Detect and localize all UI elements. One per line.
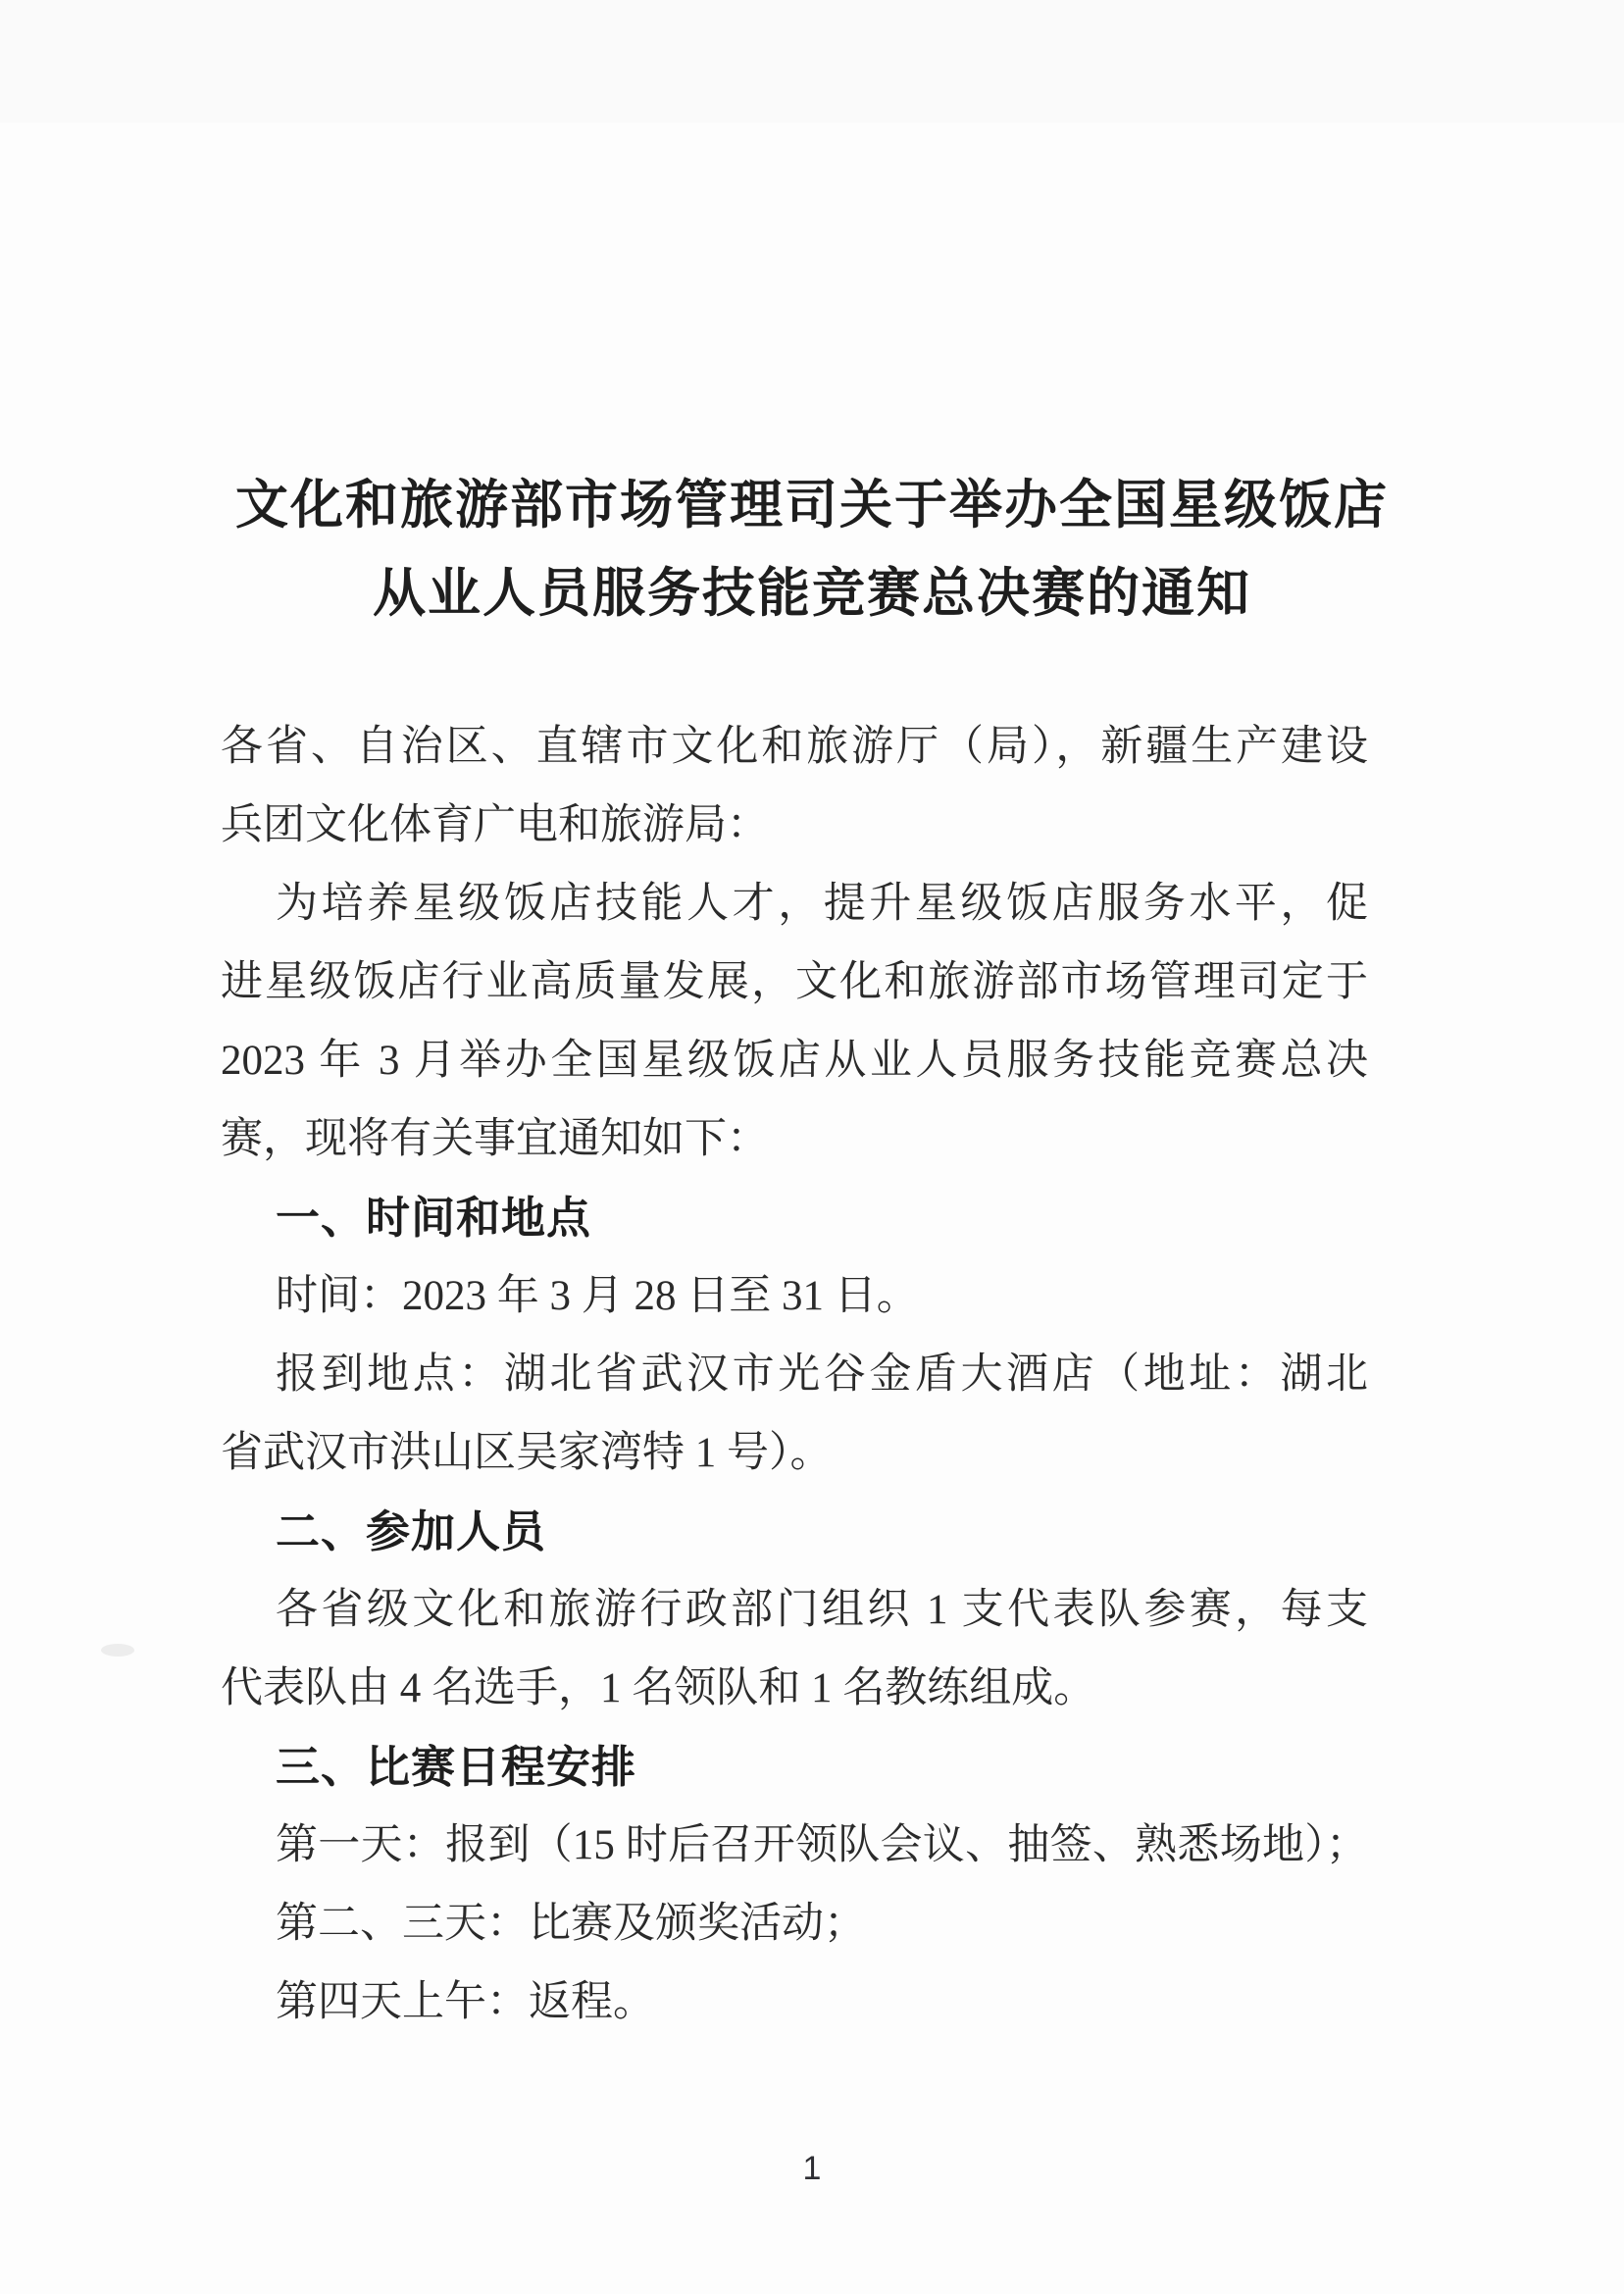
section-heading: 一、时间和地点	[276, 1193, 592, 1243]
scan-edge-tint	[0, 0, 1624, 123]
scan-smudge-artifact	[101, 1644, 134, 1657]
text-line: 赛，现将有关事宜通知如下：	[221, 1116, 769, 1162]
text-line: 报到地点：湖北省武汉市光谷金盾大酒店（地址：湖北	[276, 1351, 1368, 1398]
page-number: 1	[802, 2150, 822, 2187]
section-heading: 二、参加人员	[276, 1506, 547, 1556]
text-line: 省武汉市洪山区吴家湾特 1 号）。	[221, 1430, 833, 1476]
text-line: 各省级文化和旅游行政部门组织 1 支代表队参赛，每支	[276, 1587, 1368, 1633]
text-line: 代表队由 4 名选手，1 名领队和 1 名教练组成。	[221, 1665, 1096, 1711]
text-line: 进星级饭店行业高质量发展，文化和旅游部市场管理司定于	[221, 959, 1368, 1005]
document-title-line-2: 从业人员服务技能竞赛总决赛的通知	[373, 564, 1251, 623]
text-line: 第二、三天：比赛及颁奖活动；	[276, 1901, 866, 1947]
text-line: 为培养星级饭店技能人才，提升星级饭店服务水平，促	[276, 881, 1368, 927]
document-title	[127, 461, 1497, 637]
document-lines	[221, 708, 1368, 2042]
text-line: 各省、自治区、直辖市文化和旅游厅（局），新疆生产建设	[221, 724, 1368, 770]
text-line: 兵团文化体育广电和旅游局：	[221, 802, 769, 848]
section-heading: 三、比赛日程安排	[276, 1742, 637, 1792]
document-title-line-1: 文化和旅游部市场管理司关于举办全国星级饭店	[235, 476, 1389, 535]
text-line: 第四天上午：返程。	[276, 1979, 655, 2025]
text-line: 2023 年 3 月举办全国星级饭店从业人员服务技能竞赛总决	[221, 1038, 1368, 1084]
text-line: 时间：2023 年 3 月 28 日至 31 日。	[276, 1273, 919, 1319]
text-line: 第一天：报到（15 时后召开领队会议、抽签、熟悉场地）；	[276, 1822, 1368, 1868]
